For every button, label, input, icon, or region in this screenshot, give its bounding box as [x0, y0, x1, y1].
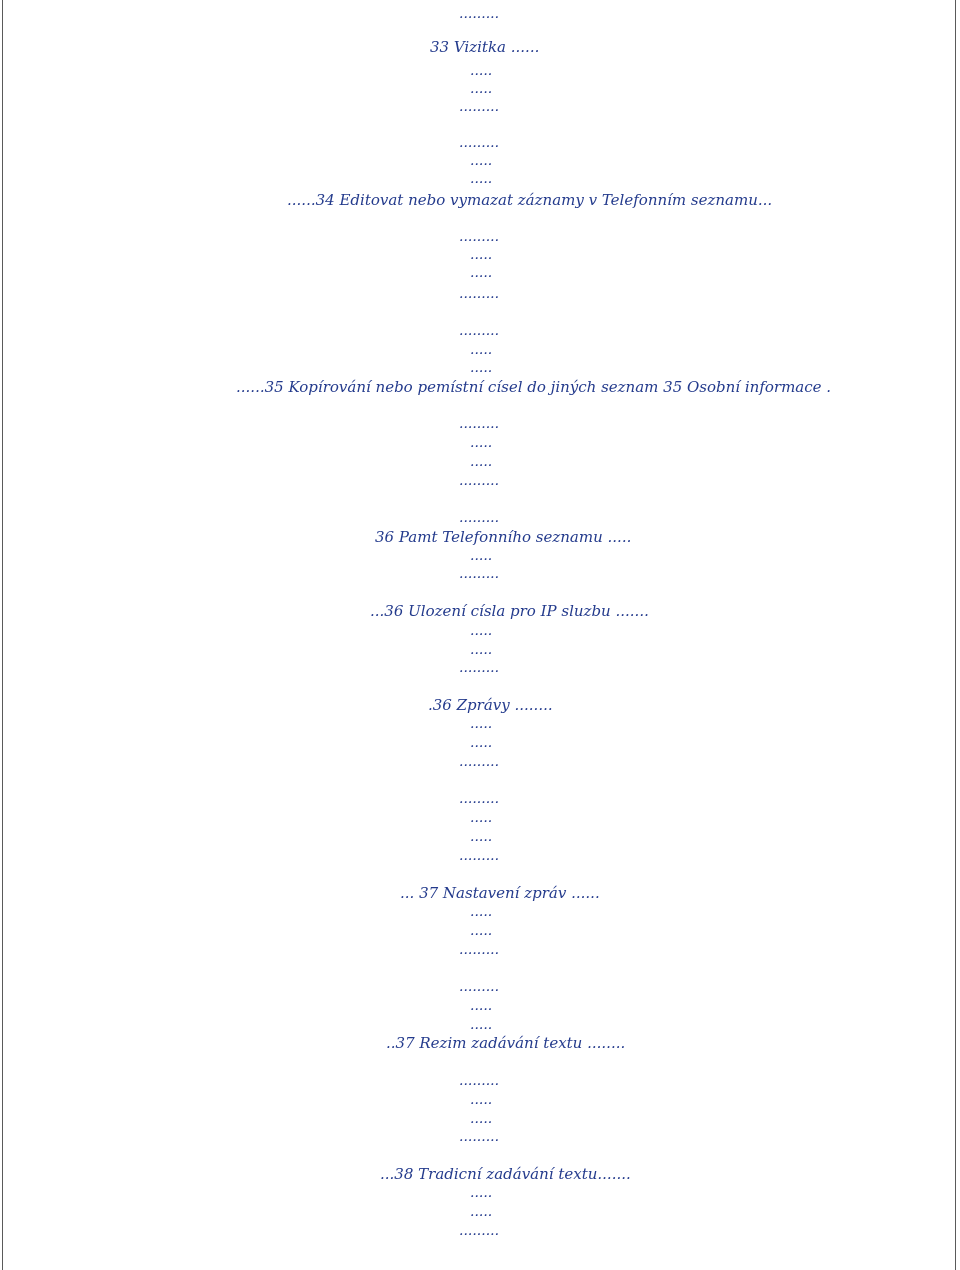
dot-leader: .....: [470, 548, 493, 564]
dot-leader: .........: [459, 99, 500, 115]
dot-leader: .........: [459, 848, 500, 864]
dot-leader: .........: [459, 135, 500, 151]
toc-entry-tradicni[interactable]: ...38 Tradicní zadávání textu.......: [380, 1165, 631, 1183]
dot-leader: .........: [459, 323, 500, 339]
dot-leader: .....: [470, 63, 493, 79]
dot-leader: .....: [470, 1017, 493, 1033]
dot-leader: .........: [459, 754, 500, 770]
toc-entry-pamet[interactable]: 36 Pamt Telefonního seznamu .....: [375, 528, 632, 546]
toc-entry-zpravy[interactable]: .36 Zprávy ........: [428, 696, 553, 714]
dot-leader: .....: [470, 998, 493, 1014]
dot-leader: .....: [470, 623, 493, 639]
dot-leader: .........: [459, 510, 500, 526]
dot-leader: .....: [470, 360, 493, 376]
dot-leader: .........: [459, 416, 500, 432]
dot-leader: .....: [470, 1185, 493, 1201]
dot-leader: .....: [470, 923, 493, 939]
dot-leader: .........: [459, 1073, 500, 1089]
toc-entry-ulozeni[interactable]: ...36 Ulození císla pro IP sluzbu .......: [370, 602, 649, 620]
dot-leader: .....: [470, 1092, 493, 1108]
dot-leader: .........: [459, 942, 500, 958]
dot-leader: .....: [470, 265, 493, 281]
dot-leader: .....: [470, 829, 493, 845]
dot-leader: .....: [470, 642, 493, 658]
dot-leader: .........: [459, 660, 500, 676]
dot-leader: .....: [470, 153, 493, 169]
dot-leader: .....: [470, 81, 493, 97]
dot-leader: .....: [470, 342, 493, 358]
dot-leader: .....: [470, 435, 493, 451]
dot-leader: .....: [470, 904, 493, 920]
dot-leader: .....: [470, 810, 493, 826]
dot-leader: .........: [459, 1129, 500, 1145]
dot-leader: .....: [470, 735, 493, 751]
dot-leader: .....: [470, 454, 493, 470]
dot-leader: .........: [459, 791, 500, 807]
dot-leader: .....: [470, 247, 493, 263]
dot-leader: .........: [459, 1223, 500, 1239]
dot-leader: .....: [470, 716, 493, 732]
dot-leader: .........: [459, 473, 500, 489]
toc-entry-rezim[interactable]: ..37 Rezim zadávání textu ........: [386, 1034, 626, 1052]
dot-leader: .........: [459, 229, 500, 245]
toc-entry-editovat[interactable]: ......34 Editovat nebo vymazat záznamy v Telefonním seznamu...: [287, 191, 773, 209]
toc-entry-nastaveni[interactable]: ... 37 Nastavení zpráv ......: [400, 884, 600, 902]
toc-entry-kopirovani[interactable]: ......35 Kopírování nebo pemístní císel do jiných seznam 35 Osobní informace .: [236, 378, 832, 396]
dot-leader: .....: [470, 1111, 493, 1127]
dot-leader: .........: [459, 286, 500, 302]
dot-leader: .........: [459, 566, 500, 582]
dot-leader: .....: [470, 171, 493, 187]
dot-leader: .........: [459, 6, 500, 22]
toc-entry-vizitka[interactable]: 33 Vizitka ......: [430, 38, 540, 56]
dot-leader: .....: [470, 1204, 493, 1220]
dot-leader: .........: [459, 979, 500, 995]
